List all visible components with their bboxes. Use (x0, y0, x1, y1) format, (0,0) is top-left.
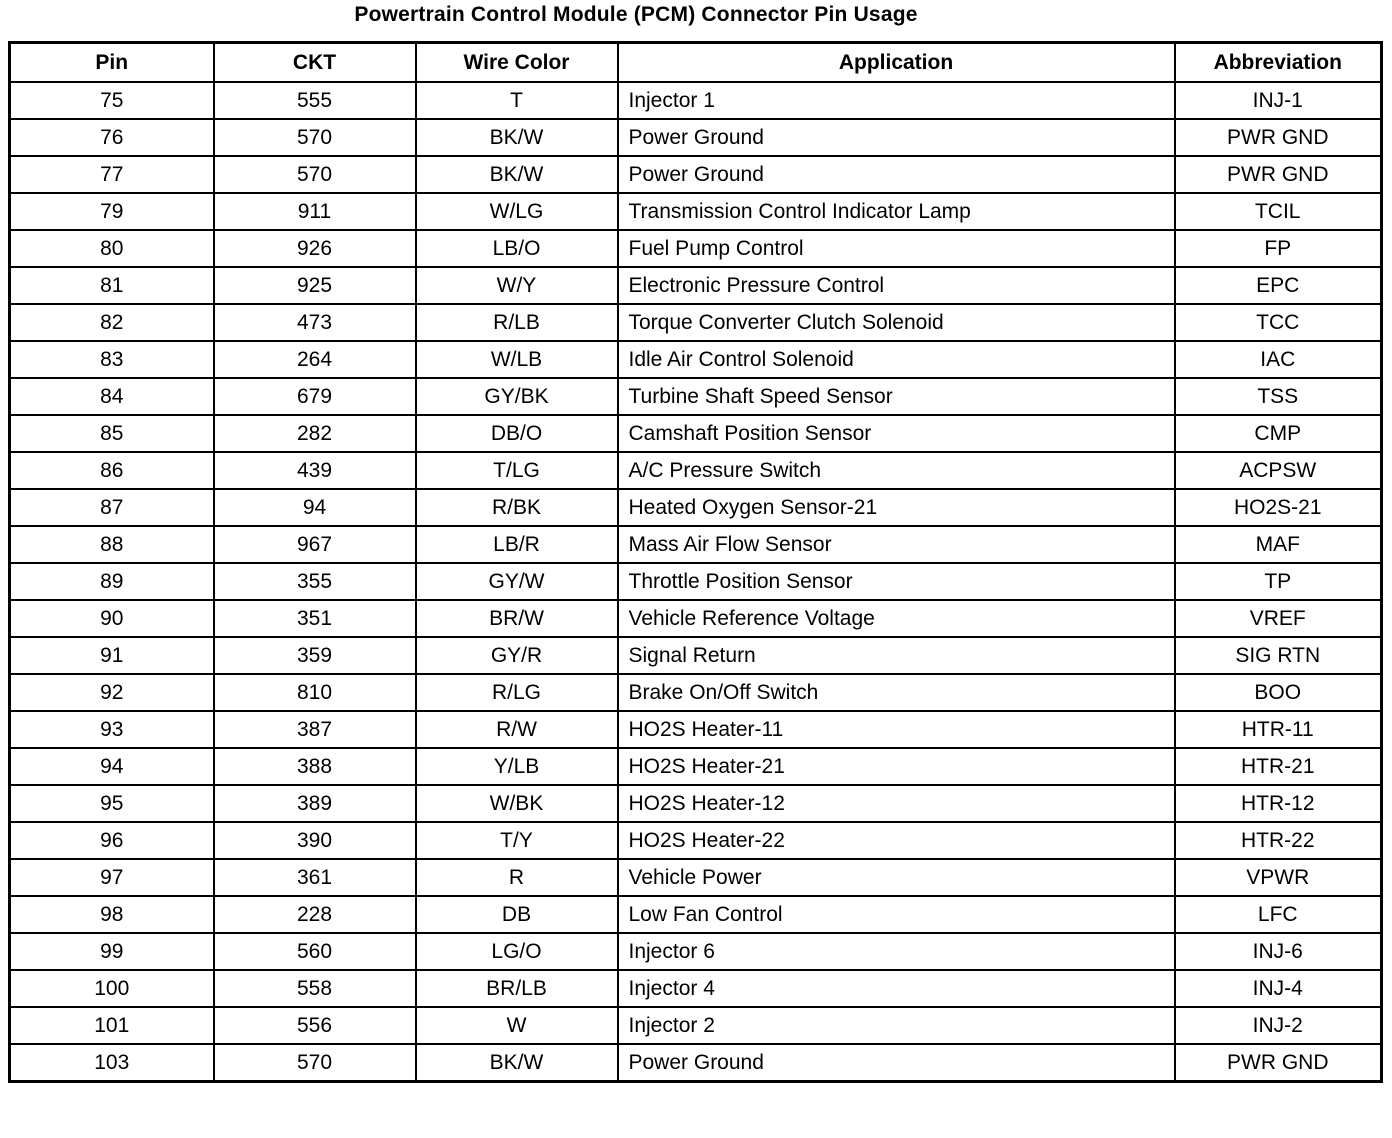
application-cell: Injector 1 (618, 82, 1175, 119)
table-row (10, 452, 1382, 489)
pin-cell: 94 (10, 748, 214, 785)
ckt-cell: 555 (214, 82, 416, 119)
ckt-cell: 570 (214, 156, 416, 193)
pin-cell: 85 (10, 415, 214, 452)
ckt-cell: 679 (214, 378, 416, 415)
pin-cell: 86 (10, 452, 214, 489)
pin-cell: 80 (10, 230, 214, 267)
wire-color-cell: T/Y (416, 822, 618, 859)
ckt-cell: 359 (214, 637, 416, 674)
abbreviation-cell: FP (1175, 230, 1382, 267)
header-row (10, 43, 1382, 83)
abbreviation-cell: TCIL (1175, 193, 1382, 230)
ckt-cell: 282 (214, 415, 416, 452)
table-row (10, 859, 1382, 896)
pin-cell: 84 (10, 378, 214, 415)
pin-cell: 79 (10, 193, 214, 230)
ckt-cell: 388 (214, 748, 416, 785)
application-cell: Mass Air Flow Sensor (618, 526, 1175, 563)
application-cell: HO2S Heater-11 (618, 711, 1175, 748)
wire-color-cell: LB/O (416, 230, 618, 267)
wire-color-cell: R/W (416, 711, 618, 748)
abbreviation-cell: HTR-22 (1175, 822, 1382, 859)
wire-color-cell: DB/O (416, 415, 618, 452)
application-cell: Injector 2 (618, 1007, 1175, 1044)
table-row (10, 933, 1382, 970)
pin-cell: 87 (10, 489, 214, 526)
application-cell: A/C Pressure Switch (618, 452, 1175, 489)
table-row (10, 378, 1382, 415)
ckt-cell: 925 (214, 267, 416, 304)
page-title: Powertrain Control Module (PCM) Connector Pin Usage (354, 3, 918, 26)
wire-color-cell: LB/R (416, 526, 618, 563)
column-header-abbreviation: Abbreviation (1175, 43, 1382, 83)
abbreviation-cell: INJ-1 (1175, 82, 1382, 119)
ckt-cell: 560 (214, 933, 416, 970)
pin-cell: 97 (10, 859, 214, 896)
table-row (10, 1044, 1382, 1082)
abbreviation-cell: PWR GND (1175, 1044, 1382, 1082)
wire-color-cell: R/LB (416, 304, 618, 341)
pin-cell: 95 (10, 785, 214, 822)
application-cell: Brake On/Off Switch (618, 674, 1175, 711)
table-row (10, 119, 1382, 156)
ckt-cell: 264 (214, 341, 416, 378)
ckt-cell: 228 (214, 896, 416, 933)
application-cell: Fuel Pump Control (618, 230, 1175, 267)
table-row (10, 526, 1382, 563)
table-row (10, 970, 1382, 1007)
abbreviation-cell: HO2S-21 (1175, 489, 1382, 526)
abbreviation-cell: INJ-6 (1175, 933, 1382, 970)
ckt-cell: 556 (214, 1007, 416, 1044)
wire-color-cell: R (416, 859, 618, 896)
pin-cell: 77 (10, 156, 214, 193)
application-cell: Signal Return (618, 637, 1175, 674)
wire-color-cell: BR/LB (416, 970, 618, 1007)
table-row (10, 674, 1382, 711)
pin-cell: 98 (10, 896, 214, 933)
table-row (10, 785, 1382, 822)
ckt-cell: 361 (214, 859, 416, 896)
abbreviation-cell: LFC (1175, 896, 1382, 933)
application-cell: HO2S Heater-12 (618, 785, 1175, 822)
abbreviation-cell: HTR-12 (1175, 785, 1382, 822)
ckt-cell: 570 (214, 1044, 416, 1082)
abbreviation-cell: PWR GND (1175, 119, 1382, 156)
abbreviation-cell: INJ-4 (1175, 970, 1382, 1007)
application-cell: Power Ground (618, 1044, 1175, 1082)
pin-cell: 81 (10, 267, 214, 304)
table-row (10, 637, 1382, 674)
pin-cell: 93 (10, 711, 214, 748)
abbreviation-cell: TCC (1175, 304, 1382, 341)
column-header-pin: Pin (10, 43, 214, 83)
table-row (10, 156, 1382, 193)
application-cell: Electronic Pressure Control (618, 267, 1175, 304)
wire-color-cell: GY/R (416, 637, 618, 674)
application-cell: Power Ground (618, 119, 1175, 156)
application-cell: Throttle Position Sensor (618, 563, 1175, 600)
table-row (10, 822, 1382, 859)
application-cell: Injector 6 (618, 933, 1175, 970)
abbreviation-cell: MAF (1175, 526, 1382, 563)
abbreviation-cell: PWR GND (1175, 156, 1382, 193)
wire-color-cell: GY/W (416, 563, 618, 600)
table-row (10, 563, 1382, 600)
application-cell: Power Ground (618, 156, 1175, 193)
ckt-cell: 389 (214, 785, 416, 822)
wire-color-cell: W (416, 1007, 618, 1044)
application-cell: Camshaft Position Sensor (618, 415, 1175, 452)
ckt-cell: 390 (214, 822, 416, 859)
abbreviation-cell: TP (1175, 563, 1382, 600)
abbreviation-cell: HTR-21 (1175, 748, 1382, 785)
ckt-cell: 439 (214, 452, 416, 489)
table-row (10, 415, 1382, 452)
ckt-cell: 355 (214, 563, 416, 600)
table-row (10, 267, 1382, 304)
abbreviation-cell: HTR-11 (1175, 711, 1382, 748)
pin-cell: 92 (10, 674, 214, 711)
ckt-cell: 911 (214, 193, 416, 230)
pin-cell: 100 (10, 970, 214, 1007)
pin-cell: 82 (10, 304, 214, 341)
abbreviation-cell: CMP (1175, 415, 1382, 452)
ckt-cell: 387 (214, 711, 416, 748)
abbreviation-cell: BOO (1175, 674, 1382, 711)
pin-cell: 103 (10, 1044, 214, 1082)
wire-color-cell: T (416, 82, 618, 119)
abbreviation-cell: TSS (1175, 378, 1382, 415)
wire-color-cell: W/LG (416, 193, 618, 230)
wire-color-cell: W/Y (416, 267, 618, 304)
pin-cell: 89 (10, 563, 214, 600)
ckt-cell: 926 (214, 230, 416, 267)
pin-cell: 75 (10, 82, 214, 119)
wire-color-cell: DB (416, 896, 618, 933)
pin-cell: 96 (10, 822, 214, 859)
wire-color-cell: LG/O (416, 933, 618, 970)
column-header-ckt: CKT (214, 43, 416, 83)
abbreviation-cell: VPWR (1175, 859, 1382, 896)
pin-cell: 88 (10, 526, 214, 563)
application-cell: Heated Oxygen Sensor-21 (618, 489, 1175, 526)
application-cell: Turbine Shaft Speed Sensor (618, 378, 1175, 415)
ckt-cell: 473 (214, 304, 416, 341)
pin-cell: 76 (10, 119, 214, 156)
wire-color-cell: Y/LB (416, 748, 618, 785)
wire-color-cell: R/LG (416, 674, 618, 711)
abbreviation-cell: VREF (1175, 600, 1382, 637)
wire-color-cell: BK/W (416, 119, 618, 156)
application-cell: Torque Converter Clutch Solenoid (618, 304, 1175, 341)
wire-color-cell: BK/W (416, 156, 618, 193)
application-cell: Transmission Control Indicator Lamp (618, 193, 1175, 230)
table-body (10, 82, 1382, 1082)
ckt-cell: 570 (214, 119, 416, 156)
table-row (10, 304, 1382, 341)
abbreviation-cell: ACPSW (1175, 452, 1382, 489)
table-row (10, 600, 1382, 637)
wire-color-cell: W/LB (416, 341, 618, 378)
abbreviation-cell: INJ-2 (1175, 1007, 1382, 1044)
ckt-cell: 351 (214, 600, 416, 637)
abbreviation-cell: IAC (1175, 341, 1382, 378)
pin-cell: 90 (10, 600, 214, 637)
column-header-wire-color: Wire Color (416, 43, 618, 83)
pin-cell: 91 (10, 637, 214, 674)
abbreviation-cell: EPC (1175, 267, 1382, 304)
application-cell: Vehicle Power (618, 859, 1175, 896)
application-cell: HO2S Heater-22 (618, 822, 1175, 859)
ckt-cell: 967 (214, 526, 416, 563)
pin-cell: 99 (10, 933, 214, 970)
table-row (10, 1007, 1382, 1044)
table-row (10, 896, 1382, 933)
application-cell: Low Fan Control (618, 896, 1175, 933)
pin-cell: 101 (10, 1007, 214, 1044)
wire-color-cell: BR/W (416, 600, 618, 637)
wire-color-cell: BK/W (416, 1044, 618, 1082)
ckt-cell: 94 (214, 489, 416, 526)
pin-usage-table (8, 41, 1383, 1083)
table-row (10, 748, 1382, 785)
table-row (10, 489, 1382, 526)
ckt-cell: 810 (214, 674, 416, 711)
ckt-cell: 558 (214, 970, 416, 1007)
application-cell: Injector 4 (618, 970, 1175, 1007)
wire-color-cell: R/BK (416, 489, 618, 526)
pin-cell: 83 (10, 341, 214, 378)
table-row (10, 82, 1382, 119)
wire-color-cell: W/BK (416, 785, 618, 822)
wire-color-cell: GY/BK (416, 378, 618, 415)
table-row (10, 193, 1382, 230)
wire-color-cell: T/LG (416, 452, 618, 489)
application-cell: Vehicle Reference Voltage (618, 600, 1175, 637)
application-cell: HO2S Heater-21 (618, 748, 1175, 785)
table-row (10, 711, 1382, 748)
abbreviation-cell: SIG RTN (1175, 637, 1382, 674)
column-header-application: Application (618, 43, 1175, 83)
table-row (10, 341, 1382, 378)
table-row (10, 230, 1382, 267)
application-cell: Idle Air Control Solenoid (618, 341, 1175, 378)
